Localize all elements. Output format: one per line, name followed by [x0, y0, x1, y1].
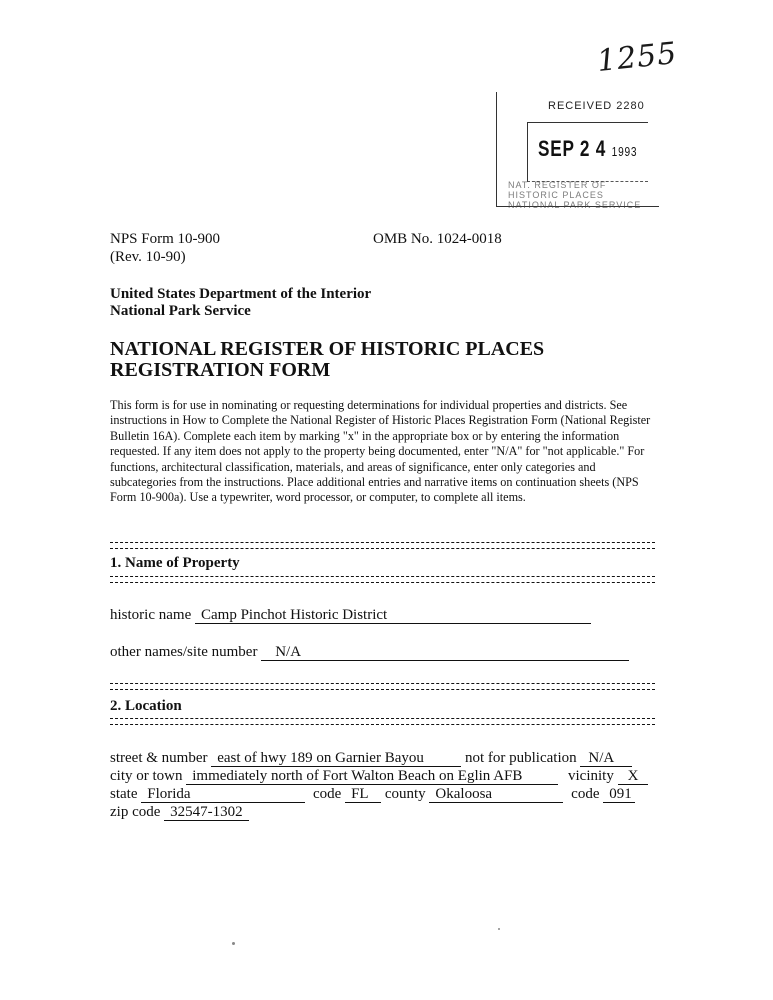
stamp-received-label: RECEIVED 2280 — [548, 100, 645, 112]
city-row — [110, 768, 648, 785]
instructions-paragraph: This form is for use in nominating or requesting determinations for individual properties and districts. See instructions in How to Complete the National Register of Historic Places Registration Form (National Register Bulletin 16A). Complete each item by marking "x" in the appropriate box or by entering the information requested. If any item does not apply to the property being documented, enter "N/A" for "not applicable." For functions, architectural classification, materials, and areas of significance, enter only categories and subcategories from the instructions. Place additional entries and narrative items on continuation sheets (NPS Form 10-900a). Use a typewriter, word processor, or computer, to complete all items. — [110, 398, 651, 505]
handwritten-number: 1255 — [595, 35, 679, 80]
county-label: county — [384, 786, 426, 802]
stamp-nat-register: NAT. REGISTER OF HISTORIC PLACES NATIONAL PARK SERVICE — [508, 180, 642, 210]
section-divider — [110, 718, 655, 725]
section-divider — [110, 683, 655, 690]
other-names-field[interactable]: N/A — [261, 645, 629, 661]
city-field[interactable]: immediately north of Fort Walton Beach on Eglin AFB — [186, 769, 558, 785]
section-divider — [110, 576, 655, 583]
form-title-line2: REGISTRATION FORM — [110, 359, 331, 381]
historic-name-row — [110, 607, 591, 624]
scan-speck — [232, 942, 235, 945]
not-for-publication-field[interactable]: N/A — [580, 751, 632, 767]
section2-heading: 2. Location — [110, 698, 182, 714]
form-title-line1: NATIONAL REGISTER OF HISTORIC PLACES — [110, 338, 545, 360]
not-for-publication-label: not for publication — [464, 750, 577, 766]
state-code-label: code — [313, 786, 342, 802]
state-label: state — [110, 786, 138, 802]
scan-speck — [498, 928, 500, 930]
form-revision: (Rev. 10-90) — [110, 249, 186, 265]
omb-number: OMB No. 1024-0018 — [373, 231, 502, 247]
street-field[interactable]: east of hwy 189 on Garnier Bayou — [211, 751, 461, 767]
section-divider — [110, 542, 655, 549]
zip-field[interactable]: 32547-1302 — [164, 805, 249, 821]
state-field[interactable]: Florida — [141, 787, 305, 803]
street-label: street & number — [110, 750, 208, 766]
city-label: city or town — [110, 768, 183, 784]
stamp-date-year: 1993 — [611, 144, 638, 159]
historic-name-field[interactable]: Camp Pinchot Historic District — [195, 608, 591, 624]
historic-name-label: historic name — [110, 607, 192, 623]
state-code-field[interactable]: FL — [345, 787, 381, 803]
section1-heading: 1. Name of Property — [110, 555, 240, 571]
county-code-field[interactable]: 091 — [603, 787, 635, 803]
county-code-label: code — [571, 786, 600, 802]
vicinity-field[interactable]: X — [618, 769, 648, 785]
other-names-row — [110, 644, 629, 661]
zip-row — [110, 804, 249, 821]
stamp-date-day: SEP 2 4 — [538, 136, 607, 161]
street-row — [110, 750, 632, 767]
department-name: United States Department of the Interior — [110, 286, 372, 302]
state-row — [110, 786, 635, 803]
service-name: National Park Service — [110, 303, 251, 319]
county-field[interactable]: Okaloosa — [429, 787, 563, 803]
other-names-label: other names/site number — [110, 644, 258, 660]
form-number: NPS Form 10-900 — [110, 231, 221, 247]
zip-label: zip code — [110, 804, 161, 820]
stamp-date — [538, 136, 637, 162]
vicinity-label: vicinity — [568, 768, 614, 784]
